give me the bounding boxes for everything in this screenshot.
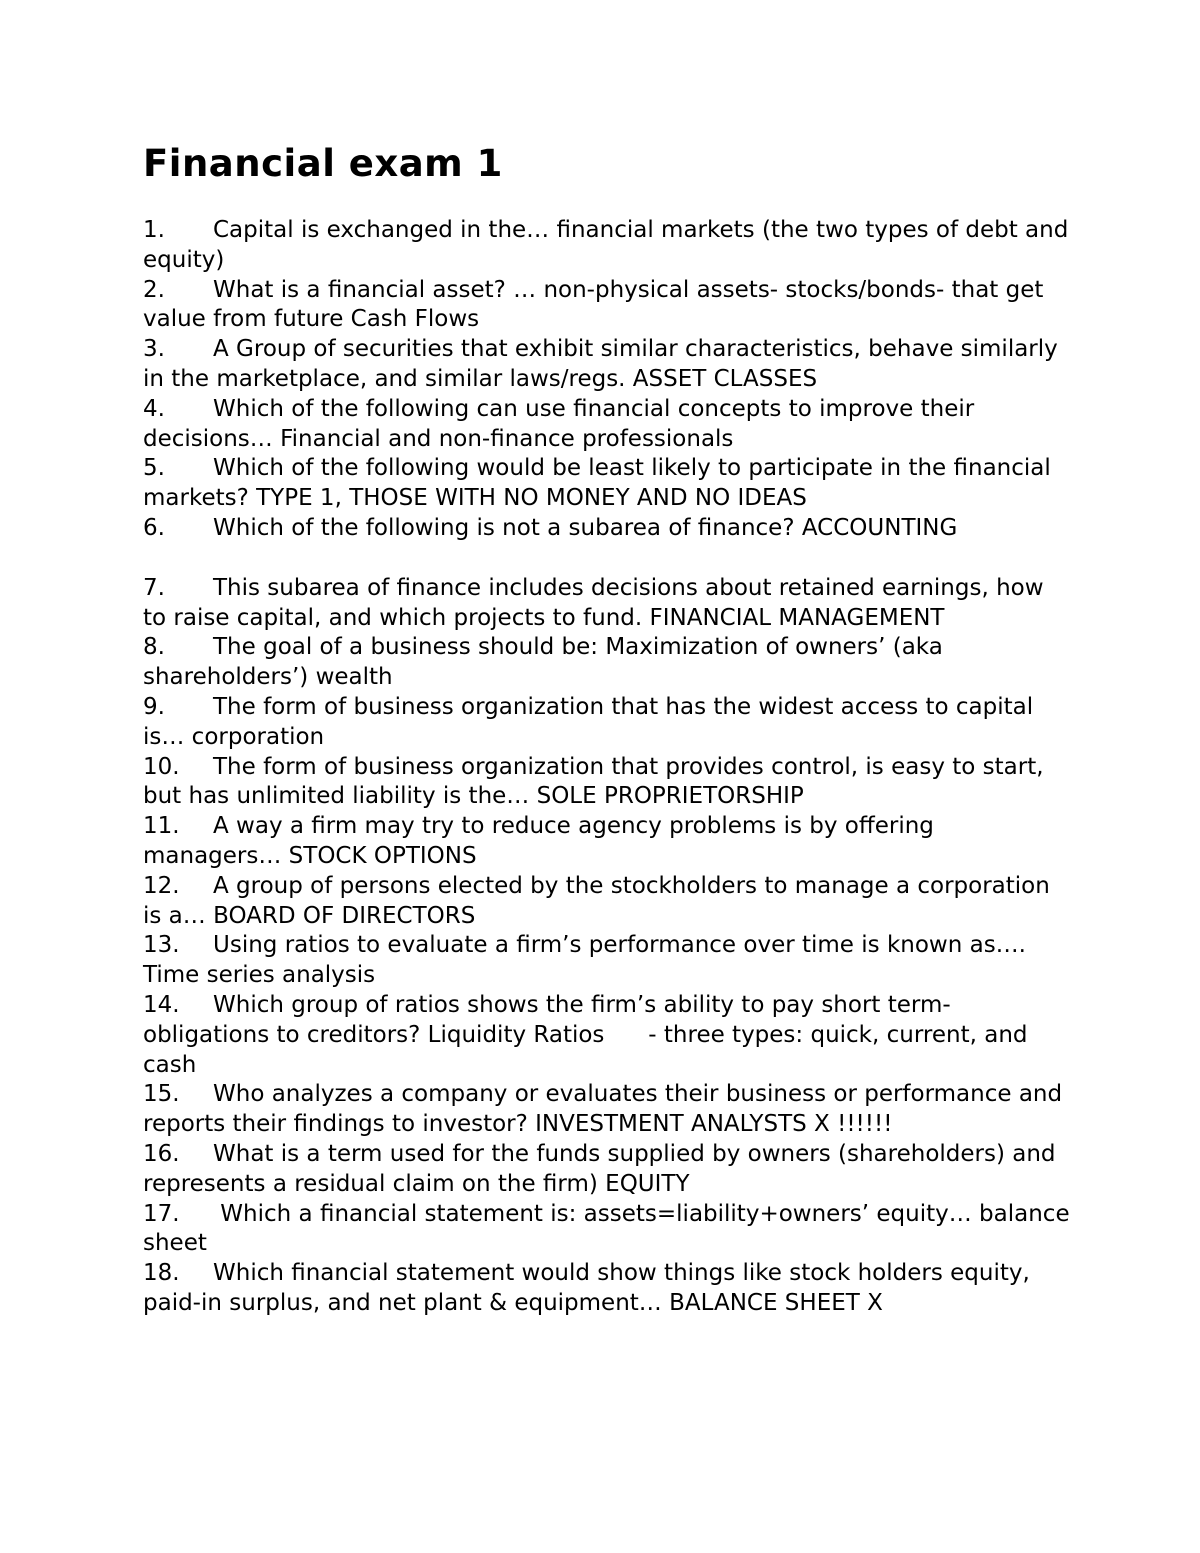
- question-text: What is a financial asset? … non-physical assets- stocks/bonds- that get value from future Cash Flows: [143, 276, 1051, 333]
- question-item: [143, 574, 1073, 634]
- question-text: Capital is exchanged in the… financial markets (the two types of debt and equity): [143, 217, 1076, 273]
- question-number: 8.: [143, 634, 165, 661]
- question-item: [143, 335, 1073, 395]
- document-title: Financial exam 1: [143, 142, 503, 185]
- question-number: 5.: [143, 455, 165, 482]
- question-text: Using ratios to evaluate a firm’s performance over time is known as…. Time series analysis: [143, 932, 1034, 989]
- question-item: [143, 812, 1073, 872]
- question-item: [143, 753, 1073, 813]
- question-item: [143, 931, 1073, 991]
- question-text: Which financial statement would show things like stock holders equity, paid-in surplus, and net plant & equipment… BALANCE SHEET X: [143, 1260, 1038, 1316]
- question-item: [143, 395, 1073, 455]
- question-item: [143, 1259, 1073, 1319]
- question-text: What is a term used for the funds supplied by owners (shareholders) and represents a residual claim on the firm) EQUITY: [143, 1140, 1063, 1197]
- question-text: The goal of a business should be: Maximization of owners’ (aka shareholders’) wealth: [143, 634, 951, 691]
- question-number: 11.: [143, 813, 180, 840]
- question-text: A Group of securities that exhibit similar characteristics, behave similarly in the marketplace, and similar laws/regs. ASSET CLASSES: [143, 336, 1066, 392]
- question-text: Which of the following would be least likely to participate in the financial markets? TYPE 1, THOSE WITH NO MONEY AND NO IDEAS: [143, 455, 1059, 512]
- question-item: [143, 633, 1073, 693]
- question-text: A way a firm may try to reduce agency problems is by offering managers… STOCK OPTIONS: [143, 813, 942, 869]
- question-text: A group of persons elected by the stockholders to manage a corporation is a… BOARD OF DIRECTORS: [143, 872, 1058, 929]
- question-number: 13.: [143, 932, 180, 959]
- question-number: 18.: [143, 1260, 180, 1287]
- question-text: Which of the following is not a subarea of finance? ACCOUNTING: [213, 514, 958, 541]
- question-text: The form of business organization that has the widest access to capital is… corporation: [143, 693, 1041, 750]
- question-number: 10.: [143, 753, 180, 780]
- question-number: 1.: [143, 217, 165, 243]
- question-number: 17.: [143, 1200, 180, 1227]
- question-text: The form of business organization that provides control, is easy to start, but has unlimited liability is the… SOLE PROPRIETORSHIP: [143, 753, 1051, 810]
- question-number: 9.: [143, 693, 165, 720]
- question-item: [143, 1080, 1073, 1140]
- question-item: [143, 216, 1076, 276]
- question-number: 16.: [143, 1140, 180, 1167]
- question-item: [143, 276, 1073, 336]
- question-number: 3.: [143, 336, 165, 363]
- question-item: [143, 1140, 1073, 1200]
- question-text: Which a financial statement is: assets=liability+owners’ equity… balance sheet: [143, 1200, 1077, 1257]
- question-number: 7.: [143, 574, 165, 601]
- question-item: [143, 1200, 1077, 1260]
- question-number: 6.: [143, 514, 165, 541]
- question-text: Which of the following can use financial concepts to improve their decisions… Financial and non-finance professionals: [143, 395, 982, 452]
- question-item: [143, 514, 1073, 544]
- question-number: 4.: [143, 395, 165, 422]
- question-item: [143, 693, 1073, 753]
- question-number: 2.: [143, 276, 165, 303]
- question-text: This subarea of finance includes decisions about retained earnings, how to raise capital, and which projects to fund. FINANCIAL MANAGEMENT: [143, 574, 1051, 631]
- question-text: Which group of ratios shows the firm’s ability to pay short term- obligations to creditors? Liquidity Ratios - three types: quick, current, and cash: [143, 991, 1035, 1078]
- question-item: [143, 454, 1073, 514]
- question-list: [143, 216, 1077, 1319]
- question-item: [143, 991, 1073, 1080]
- question-number: 15.: [143, 1081, 180, 1108]
- question-item: [143, 872, 1073, 932]
- question-number: 12.: [143, 872, 180, 899]
- question-number: 14.: [143, 991, 180, 1018]
- question-text: Who analyzes a company or evaluates their business or performance and reports their findings to investor? INVESTMENT ANALYSTS X !!!!!!: [143, 1081, 1070, 1138]
